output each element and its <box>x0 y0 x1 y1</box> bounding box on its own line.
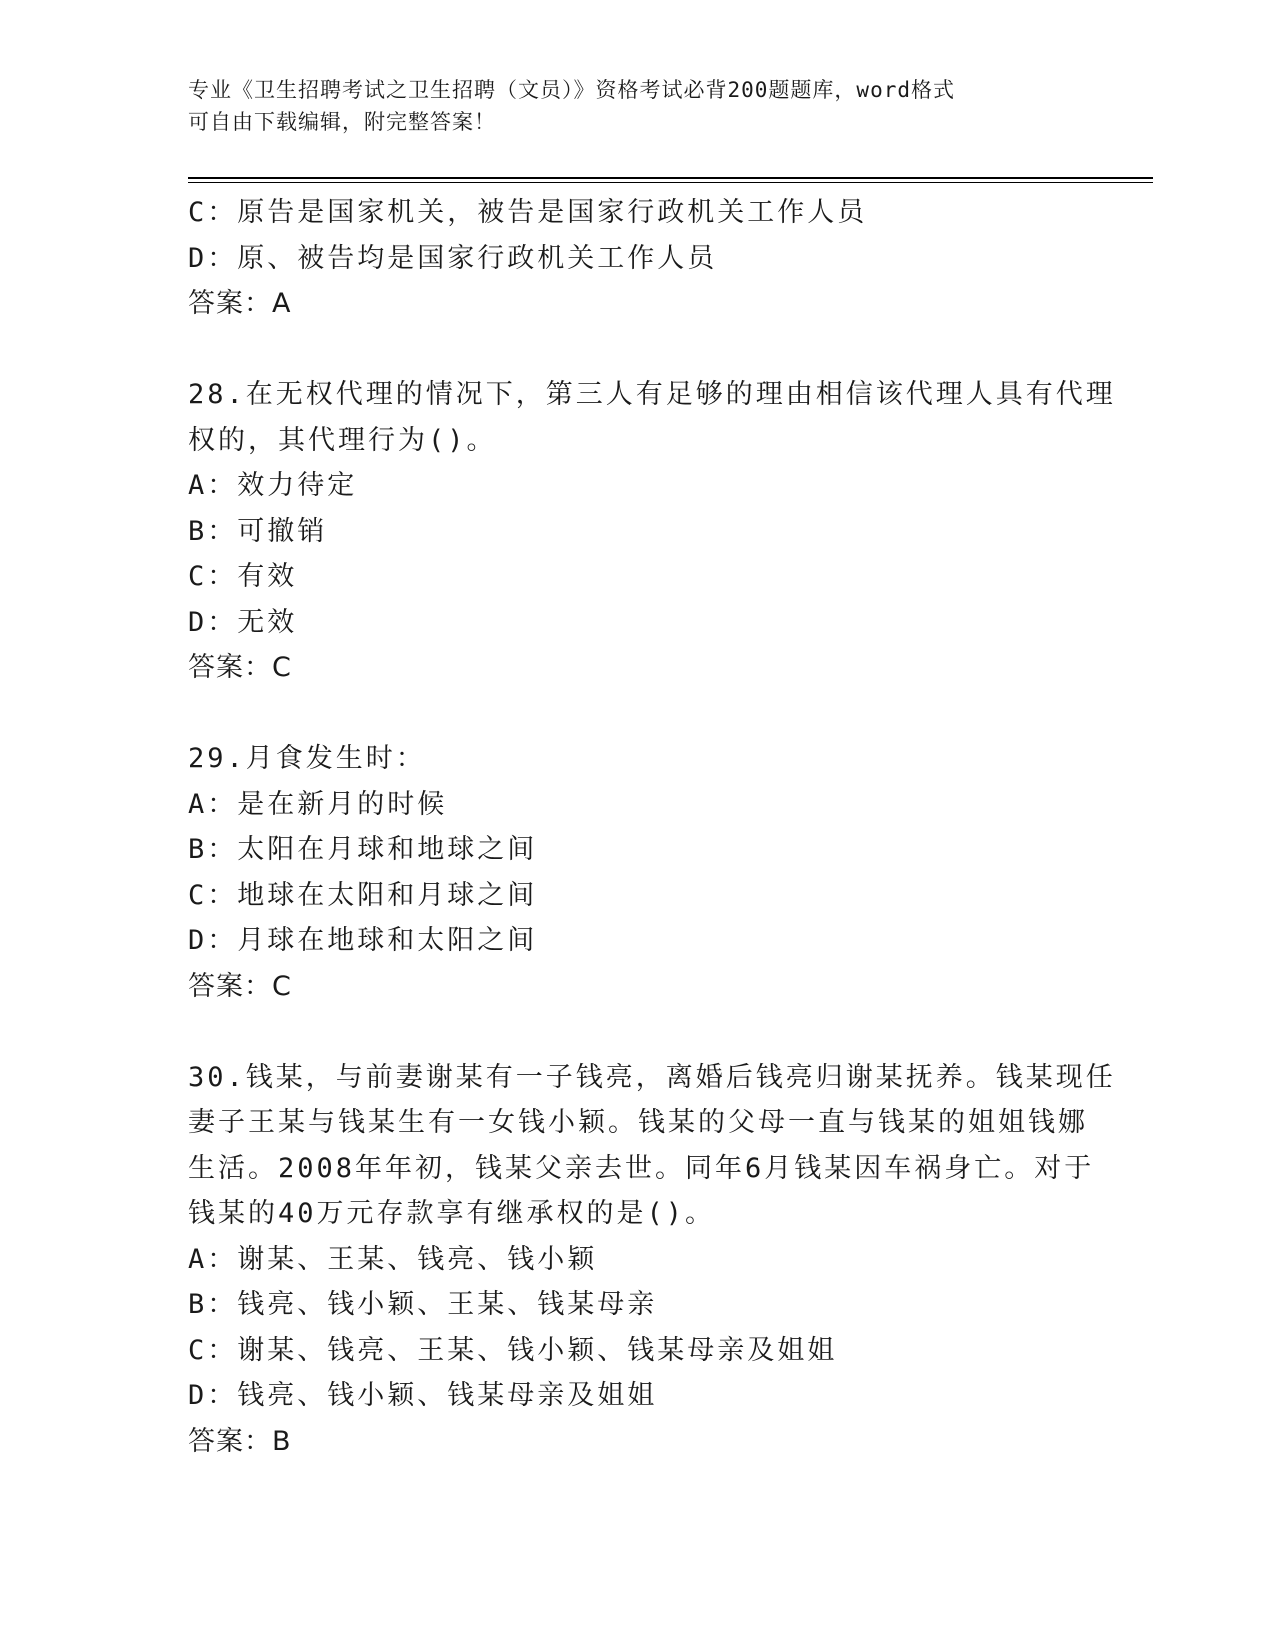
spacer <box>188 327 1088 373</box>
document-header <box>188 74 1088 138</box>
header-line-2: 可自由下载编辑，附完整答案！ <box>188 110 496 134</box>
option-b: B：太阳在月球和地球之间 <box>188 834 538 865</box>
option-d: D：原、被告均是国家行政机关工作人员 <box>188 242 718 274</box>
option-b: B：钱亮、钱小颖、王某、钱某母亲 <box>188 1289 658 1320</box>
option-c: C：谢某、钱亮、王某、钱小颖、钱某母亲及姐姐 <box>188 1334 838 1366</box>
question-stem: 妻子王某与钱某生有一女钱小颖。钱某的父母一直与钱某的姐姐钱娜 <box>188 1107 1088 1138</box>
header-divider-thick <box>188 177 1153 179</box>
question-stem: 生活。2008年年初，钱某父亲去世。同年6月钱某因车祸身亡。对于 <box>188 1152 1095 1184</box>
spacer <box>188 1009 1088 1055</box>
option-c: C：原告是国家机关，被告是国家行政机关工作人员 <box>188 197 868 228</box>
option-a: A：谢某、王某、钱亮、钱小颖 <box>188 1243 598 1275</box>
question-29 <box>188 736 1088 1009</box>
question-stem: 29.月食发生时： <box>188 743 426 774</box>
option-d: D：无效 <box>188 606 298 638</box>
option-b: B：可撤销 <box>188 515 328 547</box>
answer-line: 答案：C <box>188 970 292 1002</box>
option-a: A：是在新月的时候 <box>188 788 448 820</box>
question-stem: 28.在无权代理的情况下，第三人有足够的理由相信该代理人具有代理 <box>188 379 1116 410</box>
option-d: D：钱亮、钱小颖、钱某母亲及姐姐 <box>188 1380 658 1411</box>
prev-question-block <box>188 190 1088 327</box>
question-content <box>188 190 1116 1464</box>
question-30 <box>188 1055 1116 1465</box>
question-28 <box>188 372 1116 691</box>
option-a: A：效力待定 <box>188 470 358 501</box>
option-c: C：有效 <box>188 561 298 592</box>
answer-line: 答案：A <box>188 288 292 319</box>
spacer <box>188 691 1088 737</box>
header-line-1: 专业《卫生招聘考试之卫生招聘（文员）》资格考试必背200题题库，word格式 <box>188 78 955 102</box>
question-stem: 30.钱某，与前妻谢某有一子钱亮，离婚后钱亮归谢某抚养。钱某现任 <box>188 1061 1116 1093</box>
question-stem: 权的，其代理行为()。 <box>188 424 497 456</box>
answer-line: 答案：C <box>188 652 292 683</box>
option-d: D：月球在地球和太阳之间 <box>188 925 538 956</box>
answer-line: 答案：B <box>188 1425 292 1457</box>
option-c: C：地球在太阳和月球之间 <box>188 879 538 911</box>
header-divider-thin <box>188 182 1153 183</box>
question-stem: 钱某的40万元存款享有继承权的是()。 <box>188 1198 716 1229</box>
